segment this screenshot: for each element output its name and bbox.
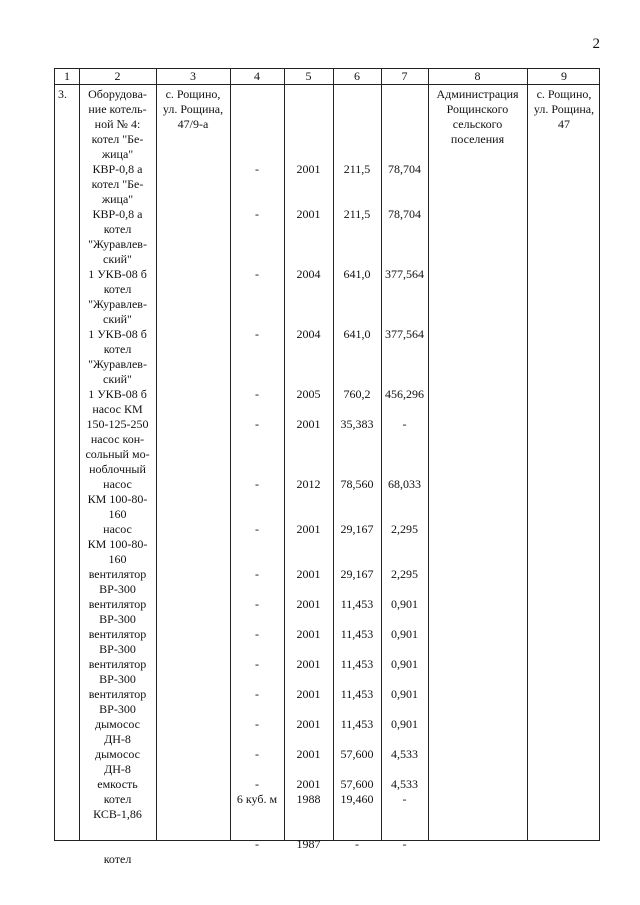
cell-col-4: - xyxy=(255,837,259,851)
cell-col-4: - xyxy=(255,627,259,641)
equipment-name: насос КМ xyxy=(92,402,143,416)
equipment-name: "Журавлев- xyxy=(88,297,147,311)
cell-col-4: - xyxy=(255,777,259,791)
equipment-name: дымосос xyxy=(94,747,140,761)
cell-col-6: 57,600 xyxy=(340,777,374,791)
equipment-name: ский" xyxy=(103,312,132,326)
column-divider xyxy=(156,69,157,840)
cell-col-7: - xyxy=(402,792,407,806)
owner-name: Администрация Рощинского сельского поселения xyxy=(436,87,519,146)
cell-col-6: 211,5 xyxy=(343,207,371,221)
cell-col-7: 78,704 xyxy=(388,162,421,176)
column-number-6: 6 xyxy=(354,69,360,83)
cell-year: 2001 xyxy=(296,657,321,671)
equipment-name: насос кон- xyxy=(90,432,145,446)
cell-col-7: 377,564 xyxy=(385,327,424,341)
column-number-7: 7 xyxy=(401,69,408,83)
cell-col-7: - xyxy=(402,417,407,431)
column-number-3: 3 xyxy=(190,69,196,83)
column-number-8: 8 xyxy=(474,69,481,83)
cell-col-4: - xyxy=(255,747,259,761)
equipment-name: дымосос xyxy=(94,717,140,731)
cell-col-6: 11,453 xyxy=(340,657,374,671)
cell-col-4: - xyxy=(255,687,259,701)
equipment-name: котел xyxy=(103,792,132,806)
equipment-name: ВР-300 xyxy=(99,642,136,656)
equipment-name: вентилятор xyxy=(88,567,147,581)
equipment-name: ДН-8 xyxy=(104,732,131,746)
equipment-table xyxy=(54,68,600,866)
cell-col-6: 19,460 xyxy=(340,792,374,806)
cell-year: 2001 xyxy=(296,417,321,431)
cell-col-4: - xyxy=(255,717,259,731)
equipment-name: насос xyxy=(103,477,132,491)
equipment-name: ДН-8 xyxy=(104,762,131,776)
cell-year: 2001 xyxy=(296,717,321,731)
cell-year: 2004 xyxy=(296,267,321,281)
column-number-5: 5 xyxy=(305,69,312,83)
cell-col-6: 211,5 xyxy=(343,162,371,176)
equipment-name: котел xyxy=(103,282,132,296)
equipment-name: ВР-300 xyxy=(99,702,136,716)
cell-year: 2001 xyxy=(296,687,321,701)
cell-col-6: 11,453 xyxy=(340,687,374,701)
cell-col-7: 0,901 xyxy=(391,717,418,731)
cell-col-4: - xyxy=(255,597,259,611)
cell-col-6: - xyxy=(355,837,359,851)
cell-col-7: 78,704 xyxy=(388,207,421,221)
equipment-name: КМ 100-80- xyxy=(87,492,148,506)
cell-col-6: 641,0 xyxy=(343,267,371,281)
cell-col-4: - xyxy=(255,657,259,671)
cell-year: 2001 xyxy=(296,522,321,536)
cell-year: 2001 xyxy=(296,627,321,641)
cell-col-6: 57,600 xyxy=(340,747,374,761)
cell-col-4: - xyxy=(255,387,259,401)
cell-col-4: - xyxy=(255,417,259,431)
equipment-name: емкость xyxy=(97,777,138,791)
cell-col-7: 0,901 xyxy=(391,657,418,671)
equipment-name: 160 xyxy=(108,552,127,566)
cell-year: 2005 xyxy=(296,387,321,401)
equipment-name: котел xyxy=(103,222,132,236)
equipment-name: ский" xyxy=(103,372,132,386)
cell-year: 2004 xyxy=(296,327,321,341)
cell-col-7: 4,533 xyxy=(391,747,418,761)
cell-col-7: 377,564 xyxy=(385,267,424,281)
cell-year: 2001 xyxy=(296,207,321,221)
cell-year: 2001 xyxy=(296,597,321,611)
equipment-name: вентилятор xyxy=(88,597,147,611)
cell-col-6: 29,167 xyxy=(340,522,374,536)
row-number: 3. xyxy=(58,87,67,101)
equipment-name: насос xyxy=(103,522,132,536)
equipment-name: ВР-300 xyxy=(99,612,136,626)
equipment-name: "Журавлев- xyxy=(88,357,147,371)
equipment-name: котел xyxy=(103,852,132,866)
cell-col-7: 0,901 xyxy=(391,627,418,641)
cell-col-6: 641,0 xyxy=(343,327,371,341)
equipment-name: ский" xyxy=(103,252,132,266)
equipment-name: вентилятор xyxy=(88,627,147,641)
cell-col-6: 35,383 xyxy=(340,417,374,431)
cell-year: 2001 xyxy=(296,162,321,176)
cell-col-7: 4,533 xyxy=(391,777,418,791)
cell-col-7: 456,296 xyxy=(385,387,424,401)
cell-col-4: - xyxy=(255,522,259,536)
equipment-name: 1 УКВ-08 б xyxy=(88,327,147,341)
cell-year: 2001 xyxy=(296,777,321,791)
equipment-name: 1 УКВ-08 б xyxy=(88,267,147,281)
cell-year: 2001 xyxy=(296,747,321,761)
equipment-name: котел "Бе- xyxy=(91,177,144,191)
column-divider xyxy=(428,69,429,840)
cell-year: 1987 xyxy=(296,837,321,851)
cell-col-4: 6 куб. м xyxy=(236,792,278,806)
equipment-name: жица" xyxy=(101,192,134,206)
cell-col-6: 78,560 xyxy=(340,477,374,491)
equipment-name: КСВ-1,86 xyxy=(93,807,142,821)
equipment-name: "Журавлев- xyxy=(88,237,147,251)
cell-col-4: - xyxy=(255,567,259,581)
cell-year: 1988 xyxy=(296,792,321,806)
cell-col-4: - xyxy=(255,267,259,281)
cell-col-7: 0,901 xyxy=(391,687,418,701)
equipment-name: КВР-0,8 а xyxy=(92,162,143,176)
cell-col-6: 11,453 xyxy=(340,627,374,641)
cell-col-4: - xyxy=(255,327,259,341)
equipment-name: котел xyxy=(103,342,132,356)
column-divider xyxy=(527,69,528,840)
item-description: Оборудова- ние котель- ной № 4: котел "Бе- жица" xyxy=(88,87,147,161)
object-address: с. Рощино, ул. Рощина, 47/9-а xyxy=(162,87,224,131)
equipment-name: КВР-0,8 а xyxy=(92,207,143,221)
equipment-name: ВР-300 xyxy=(99,582,136,596)
cell-col-7: 2,295 xyxy=(391,567,418,581)
equipment-name: КМ 100-80- xyxy=(87,537,148,551)
column-number-4: 4 xyxy=(254,69,260,83)
cell-col-4: - xyxy=(255,207,259,221)
cell-col-7: 0,901 xyxy=(391,597,418,611)
column-number-2: 2 xyxy=(114,69,121,83)
equipment-name: вентилятор xyxy=(88,687,147,701)
column-number-1: 1 xyxy=(64,69,70,83)
cell-col-7: 2,295 xyxy=(391,522,418,536)
cell-col-6: 760,2 xyxy=(343,387,371,401)
cell-year: 2012 xyxy=(296,477,321,491)
cell-col-4: - xyxy=(255,162,259,176)
cell-col-6: 29,167 xyxy=(340,567,374,581)
equipment-name: ВР-300 xyxy=(99,672,136,686)
equipment-name: 160 xyxy=(108,507,127,521)
equipment-name: ноблочный xyxy=(89,462,146,476)
owner-address: с. Рощино, ул. Рощина, 47 xyxy=(533,87,595,131)
cell-col-6: 11,453 xyxy=(340,597,374,611)
cell-col-7: 68,033 xyxy=(388,477,421,491)
header-divider xyxy=(55,84,599,85)
cell-col-6: 11,453 xyxy=(340,717,374,731)
column-number-9: 9 xyxy=(561,69,567,83)
equipment-name: вентилятор xyxy=(88,657,147,671)
equipment-name: 1 УКВ-08 б xyxy=(88,387,147,401)
equipment-name: 150-125-250 xyxy=(86,417,149,431)
cell-col-7: - xyxy=(402,837,407,851)
equipment-name: сольный мо- xyxy=(85,447,150,461)
cell-year: 2001 xyxy=(296,567,321,581)
cell-col-4: - xyxy=(255,477,259,491)
page-number: 2 xyxy=(592,36,600,52)
